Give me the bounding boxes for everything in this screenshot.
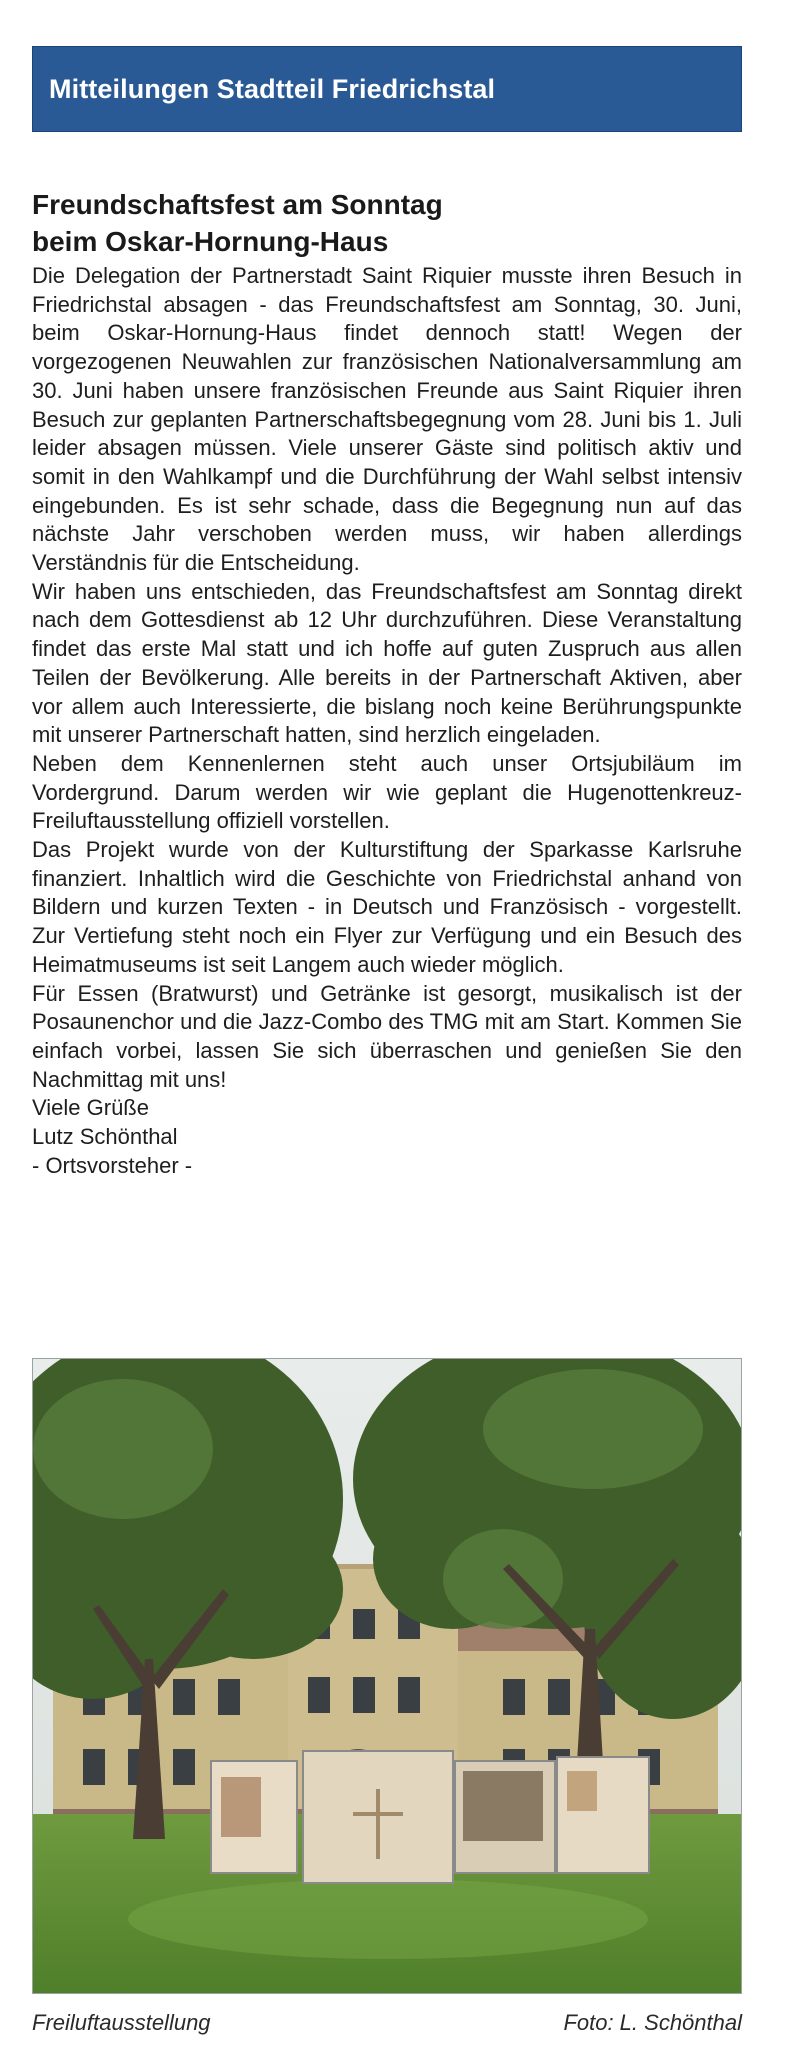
article-body bbox=[32, 262, 742, 1181]
article-title bbox=[32, 186, 742, 260]
paragraph-cancellation: Die Delegation der Partnerstadt Saint Riquier musste ihren Besuch in Friedrichstal absagen - das Freundschaftsfest am Sonntag, 30. Juni, beim Oskar-Hornung-Haus findet dennoch statt! Wegen der vorgezogenen Neuwahlen zur französischen Nationalversammlung am 30. Juni haben unsere französischen Freunde aus Saint Riquier ihren Besuch zur geplanten Partnerschaftsbegegnung vom 28. Juni bis 1. Juli leider absagen müssen. Viele unserer Gäste sind politisch aktiv und somit in den Wahlkampf und die Durchführung der Wahl selbst intensiv eingebunden. Es ist sehr schade, dass die Begegnung nun auf das nächste Jahr verschoben werden muss, wir haben allerdings Verständnis für die Entscheidung. bbox=[32, 263, 742, 576]
section-title: Mitteilungen Stadtteil Friedrichstal bbox=[49, 73, 496, 104]
photo-caption: Freiluftausstellung bbox=[32, 2010, 211, 2035]
section-header bbox=[32, 46, 742, 132]
signature-greeting: Viele Grüße bbox=[32, 1095, 149, 1121]
exhibition-photo bbox=[32, 1358, 742, 1994]
signature-role: - Ortsvorsteher - bbox=[32, 1152, 193, 1178]
photo-credit: Foto: L. Schönthal bbox=[563, 2010, 742, 2035]
signature-name: Lutz Schönthal bbox=[32, 1124, 178, 1150]
paragraph-project: Das Projekt wurde von der Kulturstiftung der Sparkasse Karlsruhe finanziert. Inhaltlich wird die Geschichte von Friedrichstal anhand von Bildern und kurzen Texten - in Deutsch und Französisch - vorgestellt. Zur Vertiefung steht noch ein Flyer zur Verfügung und ein Besuch des Heimatmuseums ist seit Langem auch wieder möglich. bbox=[32, 837, 742, 977]
paragraph-food-music: Für Essen (Bratwurst) und Getränke ist gesorgt, musikalisch ist der Posaunenchor und die Jazz-Combo des TMG mit am Start. Kommen Sie einfach vorbei, lassen Sie sich überraschen und genießen Sie den Nachmittag mit uns! bbox=[32, 980, 742, 1092]
article-title-line-2: beim Oskar-Hornung-Haus bbox=[32, 226, 389, 257]
paragraph-festival: Wir haben uns entschieden, das Freundschaftsfest am Sonntag direkt nach dem Gottesdienst ab 12 Uhr durchzuführen. Diese Veranstaltung findet das erste Mal statt und ich hoffe auf guten Zuspruch aus allen Teilen der Bevölkerung. Alle bereits in der Partnerschaft Aktiven, aber vor allem auch Interessierte, die bislang noch keine Berührungspunkte mit unserer Partnerschaft hatten, sind herzlich eingeladen. bbox=[32, 578, 742, 748]
paragraph-jubilee: Neben dem Kennenlernen steht auch unser Ortsjubiläum im Vordergrund. Darum werden wir wie geplant die Hugenottenkreuz-Freiluftausstellung offiziell vorstellen. bbox=[32, 750, 742, 834]
article-title-line-1: Freundschaftsfest am Sonntag bbox=[32, 189, 443, 220]
